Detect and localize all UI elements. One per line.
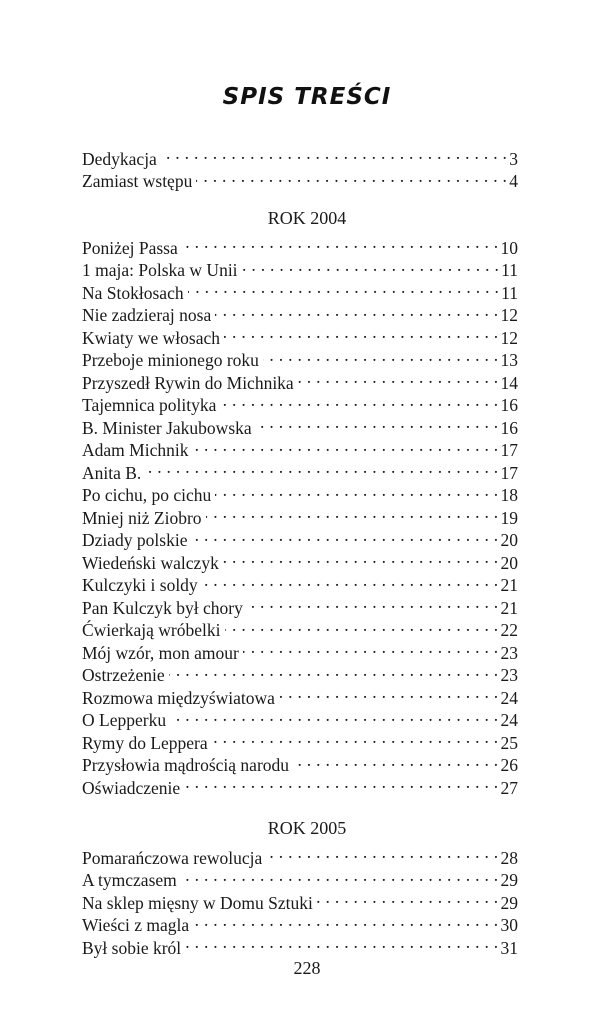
toc-entry: [82, 841, 518, 868]
dot-leader: [298, 366, 499, 389]
toc-entry-page: 10: [500, 237, 518, 258]
toc-entry: [82, 479, 518, 505]
section-2004-entries: [82, 231, 518, 798]
dot-leader: [161, 142, 507, 165]
toc-entry-title: A tymczasem: [82, 870, 177, 890]
toc-entry-title: 1 maja: Polska w Unii: [82, 260, 238, 280]
toc-entry-title: Ćwierkają wróbelki: [82, 620, 221, 640]
toc-entry-title: O Lepperku: [82, 710, 167, 730]
dot-leader: [192, 434, 498, 457]
dot-leader: [202, 569, 499, 592]
toc-entry-page: 11: [501, 260, 518, 280]
dot-leader: [215, 479, 498, 502]
dot-leader: [223, 546, 499, 569]
toc-entry-title: Przeboje minionego roku: [82, 350, 259, 370]
toc-entry-page: 20: [500, 552, 518, 573]
toc-entry-title: Wiedeński walczyk: [82, 552, 219, 573]
toc-entry-title: Ostrzeżenie: [82, 665, 165, 685]
toc-entry-page: 16: [500, 417, 518, 438]
toc-entry-title: Przysłowia mądrością narodu: [82, 755, 290, 775]
dot-leader: [169, 659, 499, 682]
toc-entry-page: 22: [500, 620, 518, 640]
toc-entry-title: Był sobie król: [82, 937, 182, 958]
dot-leader: [263, 344, 499, 367]
toc-entry-title: B. Minister Jakubowska: [82, 417, 252, 438]
toc-entry-page: 26: [500, 755, 518, 775]
dot-leader: [185, 931, 498, 954]
dot-leader: [181, 864, 499, 887]
toc-entry-title: Na Stokłosach: [82, 282, 184, 303]
toc-entry-page: 17: [500, 462, 518, 483]
dot-leader: [224, 321, 498, 344]
dot-leader: [266, 841, 498, 864]
section-heading-2005: ROK 2005: [267, 818, 347, 838]
toc-entry-title: Dziady polskie: [82, 530, 188, 550]
dot-leader: [184, 771, 498, 794]
toc-entry-page: 25: [500, 732, 518, 753]
toc-entry-page: 23: [500, 665, 518, 685]
page-title: SPIS TREŚCI: [222, 84, 392, 110]
dot-leader: [212, 726, 499, 749]
toc-entry-title: Mniej niż Ziobro: [82, 507, 202, 528]
dot-leader: [225, 614, 499, 637]
toc-entry-page: 4: [509, 171, 518, 191]
toc-entry-page: 13: [500, 350, 518, 370]
dot-leader: [215, 299, 498, 322]
toc-entry-page: 14: [500, 372, 518, 393]
toc-entry-title: Przyszedł Rywin do Michnika: [82, 372, 294, 393]
toc-entry-page: 24: [500, 710, 518, 730]
toc-entry-title: Zamiast wstępu: [82, 171, 193, 191]
toc-entry-page: 23: [500, 642, 518, 663]
toc-entry-page: 3: [509, 148, 518, 169]
dot-leader: [293, 749, 498, 772]
toc-entry-page: 19: [500, 507, 518, 528]
dot-leader: [242, 254, 500, 277]
toc-entry-title: Nie zadzieraj nosa: [82, 305, 212, 325]
section-2005-entries: [82, 841, 518, 958]
toc-entry-page: 12: [500, 305, 518, 325]
page-number: 228: [293, 958, 321, 978]
dot-leader: [279, 681, 499, 704]
toc-entry-title: Pan Kulczyk był chory: [82, 597, 243, 618]
toc-entry-page: 20: [500, 530, 518, 550]
toc-entry-title: Tajemnica polityka: [82, 395, 217, 415]
dot-leader: [247, 591, 499, 614]
dot-leader: [182, 231, 499, 254]
toc-entry-title: Oświadczenie: [82, 777, 181, 798]
dot-leader: [256, 411, 499, 434]
toc-entry-title: Rozmowa międzyświatowa: [82, 687, 275, 708]
toc-entry-page: 30: [500, 915, 518, 935]
toc-entry-title: Adam Michnik: [82, 440, 189, 460]
toc-entry-title: Kulczyki i soldy: [82, 575, 198, 595]
toc-entry-page: 12: [500, 327, 518, 348]
section-heading-2004: ROK 2004: [267, 208, 347, 228]
toc-entry-title: Wieści z magla: [82, 915, 190, 935]
dot-leader: [145, 456, 498, 479]
toc-entry-title: Pomarańczowa rewolucja: [82, 847, 263, 868]
toc-entry-title: Poniżej Passa: [82, 237, 178, 258]
dot-leader: [193, 909, 498, 932]
toc-entry: [82, 231, 518, 258]
toc-entry-title: Po cichu, po cichu: [82, 485, 212, 505]
toc-entry-page: 29: [500, 892, 518, 913]
toc-entry-title: Na sklep mięsny w Domu Sztuki: [82, 892, 313, 913]
toc-entry-page: 18: [500, 485, 518, 505]
toc-entry: [82, 142, 518, 169]
dot-leader: [170, 704, 498, 727]
toc-entry-title: Rymy do Leppera: [82, 732, 208, 753]
toc-entry: [82, 456, 518, 483]
dot-leader: [188, 276, 500, 299]
toc-entry-page: 27: [500, 777, 518, 798]
toc-entry-page: 17: [500, 440, 518, 460]
intro-entries: [82, 142, 518, 191]
toc-entry-page: 21: [500, 597, 518, 618]
dot-leader: [243, 636, 499, 659]
toc-entry-title: Anita B.: [82, 462, 142, 483]
toc-entry-title: Dedykacja: [82, 148, 157, 169]
dot-leader: [220, 389, 498, 412]
dot-leader: [196, 165, 507, 188]
toc-entry-page: 16: [500, 395, 518, 415]
toc-entry-title: Kwiaty we włosach: [82, 327, 221, 348]
toc-entry-title: Mój wzór, mon amour: [82, 642, 239, 663]
toc-entry-page: 31: [500, 937, 518, 958]
dot-leader: [206, 501, 499, 524]
toc-entry-page: 11: [501, 282, 518, 303]
dot-leader: [317, 886, 499, 909]
toc-entry-page: 21: [500, 575, 518, 595]
toc-entry-page: 29: [500, 870, 518, 890]
toc-entry-page: 24: [500, 687, 518, 708]
dot-leader: [191, 524, 498, 547]
toc-entry-page: 28: [500, 847, 518, 868]
